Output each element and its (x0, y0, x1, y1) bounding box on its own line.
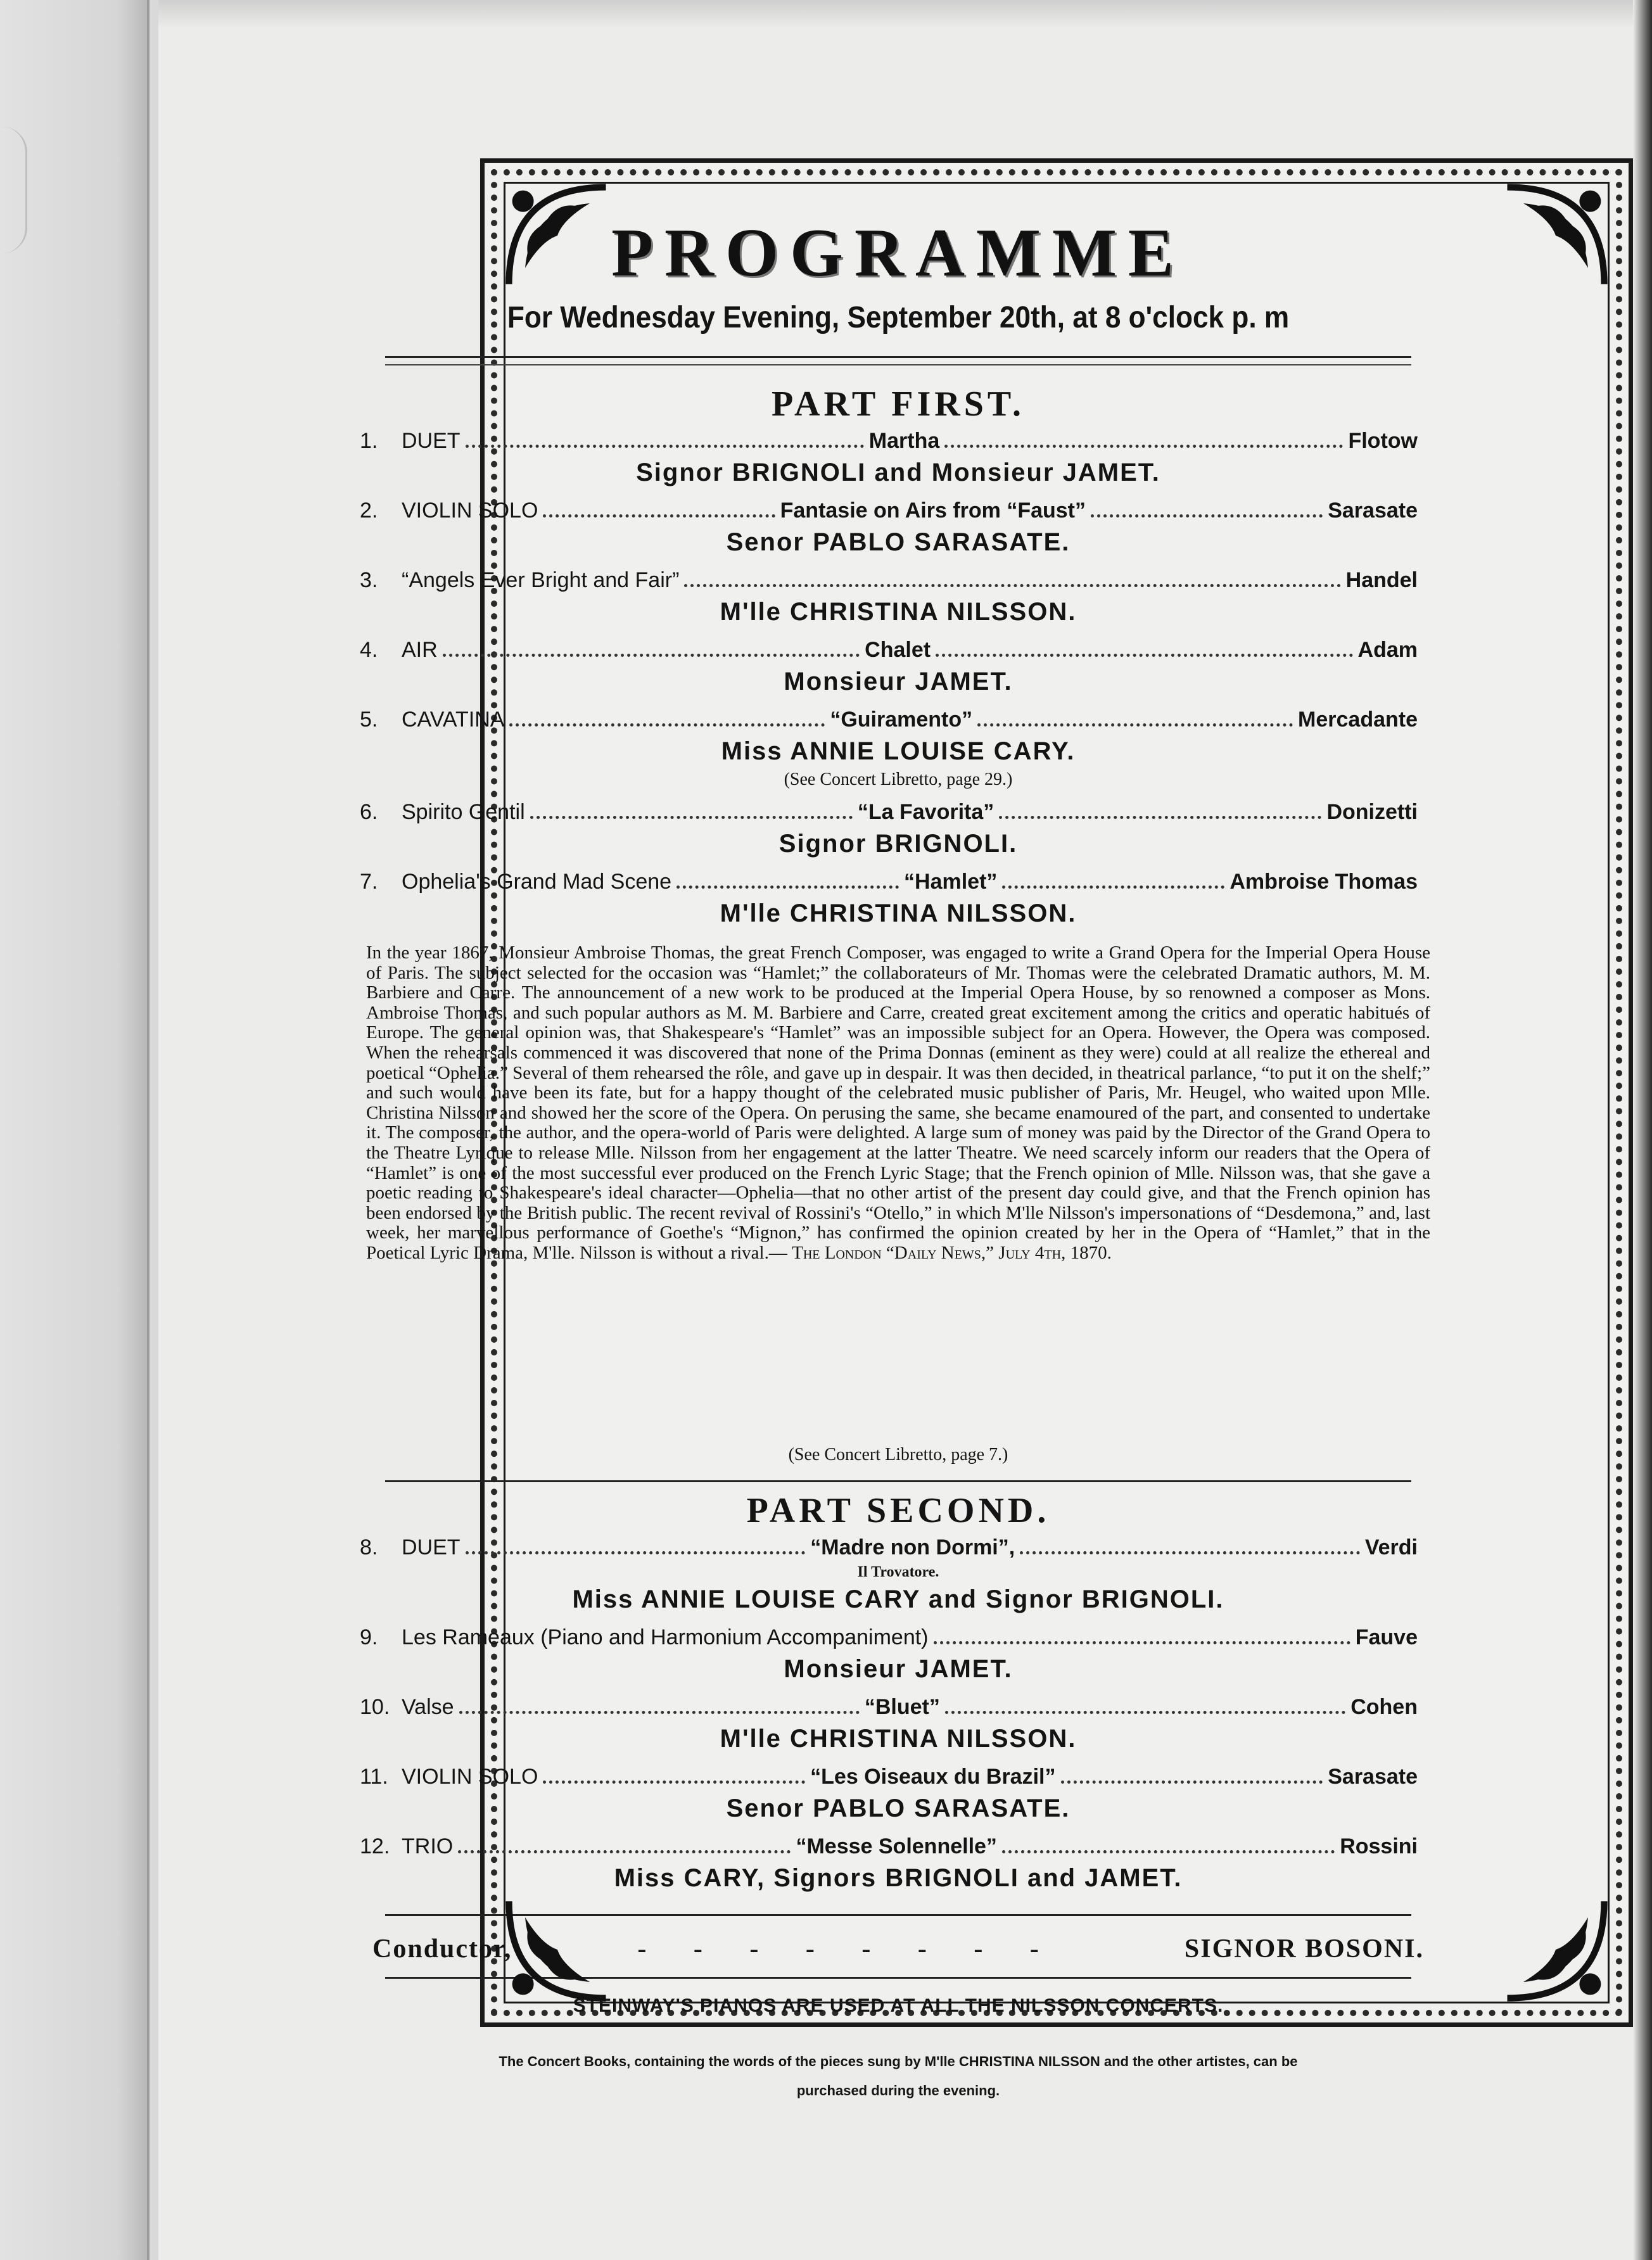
item-title: “Angels Ever Bright and Fair” (402, 568, 680, 592)
programme-item (360, 635, 1437, 664)
programme-item (360, 1533, 1437, 1562)
dot-leader (977, 723, 1293, 727)
item-performer: Monsieur JAMET. (784, 1655, 1013, 1683)
steinway-notice: STEINWAY'S PIANOS ARE USED AT ALL THE NILSSON CONCERTS. (573, 1995, 1224, 2016)
dot-leader (530, 816, 853, 819)
item-piece: Chalet (865, 638, 931, 662)
item-performer: M'lle CHRISTINA NILSSON. (720, 598, 1077, 626)
item-title: Valse (402, 1695, 454, 1719)
item-composer: Adam (1357, 638, 1418, 662)
dot-leader (677, 886, 899, 889)
item-title: VIOLIN SOLO (402, 1765, 538, 1789)
conductor-name: SIGNOR BOSONI. (1184, 1934, 1424, 1964)
programme-subtitle: For Wednesday Evening, September 20th, at 8 o'clock p. m (507, 301, 1290, 334)
item-composer: Cohen (1350, 1695, 1418, 1719)
item-performer: M'lle CHRISTINA NILSSON. (720, 899, 1077, 927)
dot-leader (1002, 1850, 1335, 1853)
item-composer: Mercadante (1298, 708, 1418, 732)
dot-leader (509, 723, 825, 727)
item-title: AIR (402, 638, 438, 662)
ornament-corner-icon (504, 1896, 611, 2003)
programme-title: PROGRAMME (611, 215, 1185, 291)
item-note: (See Concert Libretto, page 29.) (784, 770, 1013, 789)
item-performer: Signor BRIGNOLI and Monsieur JAMET. (636, 459, 1160, 486)
conductor-dashes: - - - - - - - - (637, 1934, 1059, 1964)
concert-books-notice: The Concert Books, containing the words of the pieces sung by M'lle CHRISTINA NILSSON and the other artistes, can be purchased during the evening. (499, 2054, 1298, 2098)
item-title: VIOLIN SOLO (402, 498, 538, 523)
programme-content (360, 184, 1437, 2105)
item-piece: “Bluet” (864, 1695, 940, 1719)
dot-leader (1020, 1551, 1360, 1554)
item-performer: Signor BRIGNOLI. (778, 830, 1018, 858)
ornament-corner-icon (504, 182, 611, 289)
part-second-list (360, 1533, 1437, 1901)
item-number: 6. (360, 800, 378, 824)
item-subtitle: Il Trovatore. (857, 1564, 939, 1580)
dot-leader (543, 1781, 805, 1784)
hamlet-essay (366, 943, 1430, 1444)
dot-leader (999, 816, 1321, 819)
item-title: Spirito Gentil (402, 800, 525, 824)
item-number: 9. (360, 1625, 378, 1649)
item-composer: Sarasate (1328, 498, 1418, 523)
item-performer: Senor PABLO SARASATE. (726, 1794, 1071, 1822)
item-piece: Martha (868, 429, 940, 453)
essay-text: In the year 1867, Monsieur Ambroise Thomas, the great French Composer, was engaged to write a Grand Opera for the Imperial Opera House of Paris. The subject selected for the occasion was “Hamlet;” the collaborateurs of Mr. Thomas were the celebrated Dramatic authors, M. M. Barbiere and Carre. The announcement of a new work to be produced at the Imperial Opera House, by so renowned a composer as Mons. Ambroise Thomas, and such popular authors as M. M. Barbiere and Carre, created great excitement among the critics and operatic habitués of Europe. The general opinion was, that Shakespeare's “Hamlet” was an impossible subject for an Opera. However, the Opera was composed. When the rehearsals commenced it was discovered that none of the Prima Donnas (eminent as they were) could at all realize the ethereal and poetical “Ophelia.” Several of them rehearsed the rôle, and gave up in despair. It was then decided, in theatrical parlance, “to put it on the shelf;” and such would have been its fate, but for a happy thought of the celebrated music publisher of Paris, Mr. Heugel, who waited upon Mlle. Christina Nilsson and showed her the score of the Opera. On perusing the same, she became enamoured of the part, and consented to undertake it. The composer, the author, and the opera-world of Paris were delighted. A large sum of money was paid by the Director of the Grand Opera to the Theatre Lyrique to release Mlle. Nilsson from her engagement at the latter Theatre. We need scarcely inform our readers that the Opera of “Hamlet” is one of the most successful ever produced on the French Lyric Stage; that the French opinion of Mlle. Nilsson was, that she gave a poetic reading to Shakespeare's ideal character—Ophelia—that no other artist of the present day could give, and that the French opinion has been endorsed by the British public. The recent revival of Rossini's “Otello,” in which M'lle Nilsson's impersonations of “Desdemona,” and, last week, her marvellous performance of Goethe's “Mignon,” has confirmed the opinion created by her in the Opera of “Hamlet,” that in the Poetical Lyric Drama, M'lle. Nilsson is without a rival.— (366, 943, 1430, 1263)
item-composer: Sarasate (1328, 1765, 1418, 1789)
item-number: 4. (360, 638, 378, 662)
item-piece: “Les Oiseaux du Brazil” (810, 1765, 1056, 1789)
item-number: 10. (360, 1695, 390, 1719)
item-number: 11. (360, 1765, 388, 1789)
item-performer: Miss ANNIE LOUISE CARY and Signor BRIGNOLI. (572, 1585, 1224, 1613)
dot-leader (936, 654, 1352, 657)
essay-libretto-note: (See Concert Libretto, page 7.) (788, 1445, 1008, 1464)
item-title: Ophelia's Grand Mad Scene (402, 870, 672, 894)
item-title: Les Rameaux (Piano and Harmonium Accompaniment) (402, 1625, 929, 1649)
programme-item (360, 426, 1437, 455)
dot-leader (934, 1641, 1350, 1644)
divider (385, 356, 1411, 358)
item-composer: Fauve (1355, 1625, 1418, 1649)
item-number: 2. (360, 498, 378, 523)
item-title: TRIO (402, 1834, 454, 1858)
left-page-edge (0, 0, 149, 2260)
item-title: DUET (402, 429, 461, 453)
item-composer: Donizetti (1326, 800, 1418, 824)
part-first-heading: PART FIRST. (771, 384, 1026, 424)
item-performer: Miss CARY, Signors BRIGNOLI and JAMET. (614, 1864, 1183, 1892)
programme-item (360, 566, 1437, 595)
dot-leader (466, 1551, 806, 1554)
item-number: 5. (360, 708, 378, 732)
dot-leader (1002, 886, 1224, 889)
item-piece: “Madre non Dormi”, (810, 1535, 1015, 1559)
item-number: 1. (360, 429, 378, 453)
item-composer: Rossini (1340, 1834, 1418, 1858)
sheet-right-shadow (1633, 0, 1652, 2260)
item-performer: Monsieur JAMET. (784, 668, 1013, 695)
item-piece: “La Favorita” (857, 800, 994, 824)
item-number: 7. (360, 870, 378, 894)
item-performer: M'lle CHRISTINA NILSSON. (720, 1725, 1077, 1753)
programme-item (360, 1623, 1437, 1652)
item-composer: Ambroise Thomas (1229, 870, 1418, 894)
item-piece: “Hamlet” (904, 870, 998, 894)
item-piece: “Guiramento” (830, 708, 973, 732)
dot-leader (1091, 514, 1323, 517)
part-first-list (360, 426, 1437, 937)
programme-item (360, 496, 1437, 525)
programme-item (360, 867, 1437, 896)
item-number: 3. (360, 568, 378, 592)
item-piece: Fantasie on Airs from “Faust” (780, 498, 1086, 523)
dot-leader (443, 654, 860, 657)
ornament-corner-icon (1502, 1896, 1610, 2003)
programme-item (360, 1832, 1437, 1861)
programme-item (360, 1692, 1437, 1722)
sheet-top-shadow (158, 0, 1652, 28)
item-composer: Flotow (1348, 429, 1418, 453)
item-piece: “Messe Solennelle” (796, 1834, 997, 1858)
dot-leader (458, 1850, 791, 1853)
programme-item (360, 1762, 1437, 1791)
programme-item (360, 797, 1437, 827)
item-performer: Miss ANNIE LOUISE CARY. (721, 737, 1076, 765)
dot-leader (466, 445, 864, 448)
dot-leader (945, 1711, 1345, 1714)
programme-item (360, 705, 1437, 734)
dot-leader (543, 514, 775, 517)
item-number: 12. (360, 1834, 390, 1858)
page-curl (0, 127, 27, 253)
item-title: DUET (402, 1535, 461, 1559)
item-title: CAVATINA (402, 708, 505, 732)
dot-leader (684, 584, 1340, 587)
item-composer: Handel (1345, 568, 1418, 592)
dot-leader (1061, 1781, 1323, 1784)
conductor-label: Conductor, (372, 1934, 512, 1964)
item-number: 8. (360, 1535, 378, 1559)
item-performer: Senor PABLO SARASATE. (726, 528, 1071, 556)
item-composer: Verdi (1364, 1535, 1418, 1559)
dot-leader (944, 445, 1343, 448)
essay-source: The London “Daily News,” July 4th, 1870. (792, 1242, 1112, 1263)
ornament-corner-icon (1502, 182, 1610, 289)
dot-leader (459, 1711, 860, 1714)
part-second-heading: PART SECOND. (746, 1491, 1050, 1530)
